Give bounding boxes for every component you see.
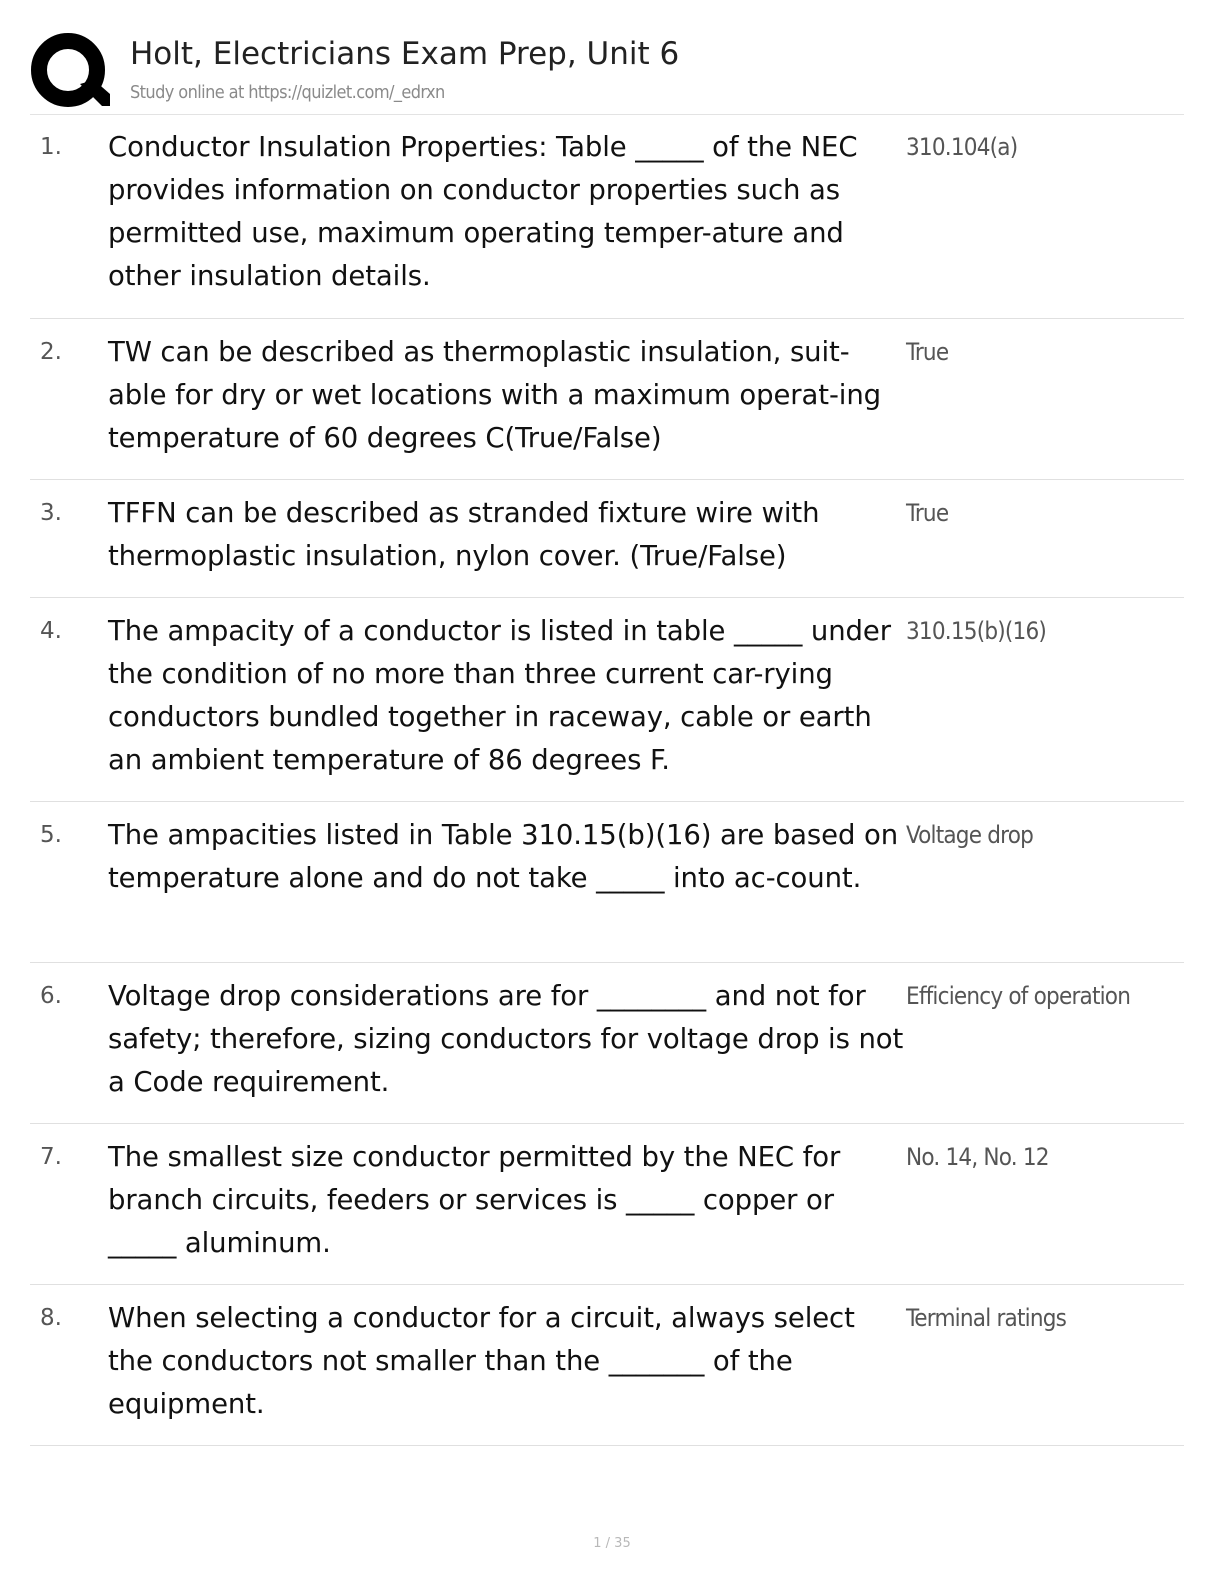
card-term: Conductor Insulation Properties: Table _____ of the NEC provides information on conductor properties such as permitted use, maximum operating temper-ature and other insulation details. xyxy=(108,131,858,292)
card-definition: True xyxy=(906,338,949,366)
flashcard-7 xyxy=(30,1124,1184,1285)
page-header xyxy=(30,28,1184,115)
card-number: 7. xyxy=(40,1144,62,1170)
card-term: The ampacity of a conductor is listed in table _____ under the condition of no more than three current car-rying conductors bundled together in raceway, cable or earth an ambient temperature of 86 degrees F. xyxy=(108,615,891,776)
flashcard-8 xyxy=(30,1285,1184,1446)
card-term: When selecting a conductor for a circuit, always select the conductors not smaller than the _______ of the equipment. xyxy=(108,1302,855,1420)
flashcard-5 xyxy=(30,802,1184,963)
card-definition: True xyxy=(906,499,949,527)
card-term: TW can be described as thermoplastic insulation, suit-able for dry or wet locations with a maximum operat-ing temperature of 60 degrees C(True/False) xyxy=(108,336,882,454)
card-number: 4. xyxy=(40,618,62,644)
card-number: 2. xyxy=(40,339,62,365)
flashcard-3 xyxy=(30,480,1184,598)
card-definition: Voltage drop xyxy=(906,821,1034,849)
card-number: 1. xyxy=(40,134,62,160)
card-term: Voltage drop considerations are for ________ and not for safety; therefore, sizing conductors for voltage drop is not a Code requirement. xyxy=(108,980,904,1098)
card-definition: Efficiency of operation xyxy=(906,982,1131,1010)
flashcard-6 xyxy=(30,963,1184,1124)
card-number: 6. xyxy=(40,983,62,1009)
card-definition: Terminal ratings xyxy=(906,1304,1067,1332)
flashcard-2 xyxy=(30,319,1184,480)
set-title: Holt, Electricians Exam Prep, Unit 6 xyxy=(130,36,680,72)
card-number: 3. xyxy=(40,500,62,526)
card-definition: 310.104(a) xyxy=(906,133,1018,161)
card-number: 5. xyxy=(40,822,62,848)
page-number: 1 / 35 xyxy=(593,1536,631,1551)
flashcard-4 xyxy=(30,598,1184,802)
card-term: TFFN can be described as stranded fixture wire with thermoplastic insulation, nylon cover. (True/False) xyxy=(108,497,820,572)
quizlet-logo-icon xyxy=(30,32,110,112)
study-online-link[interactable]: Study online at https://quizlet.com/_edrxn xyxy=(130,82,445,103)
card-definition: No. 14, No. 12 xyxy=(906,1143,1049,1171)
flashcard-1 xyxy=(30,114,1184,319)
card-definition: 310.15(b)(16) xyxy=(906,617,1047,645)
card-term: The smallest size conductor permitted by the NEC for branch circuits, feeders or services is _____ copper or _____ aluminum. xyxy=(108,1141,841,1259)
card-term: The ampacities listed in Table 310.15(b)(16) are based on temperature alone and do not take _____ into ac-count. xyxy=(108,819,899,894)
card-number: 8. xyxy=(40,1305,62,1331)
